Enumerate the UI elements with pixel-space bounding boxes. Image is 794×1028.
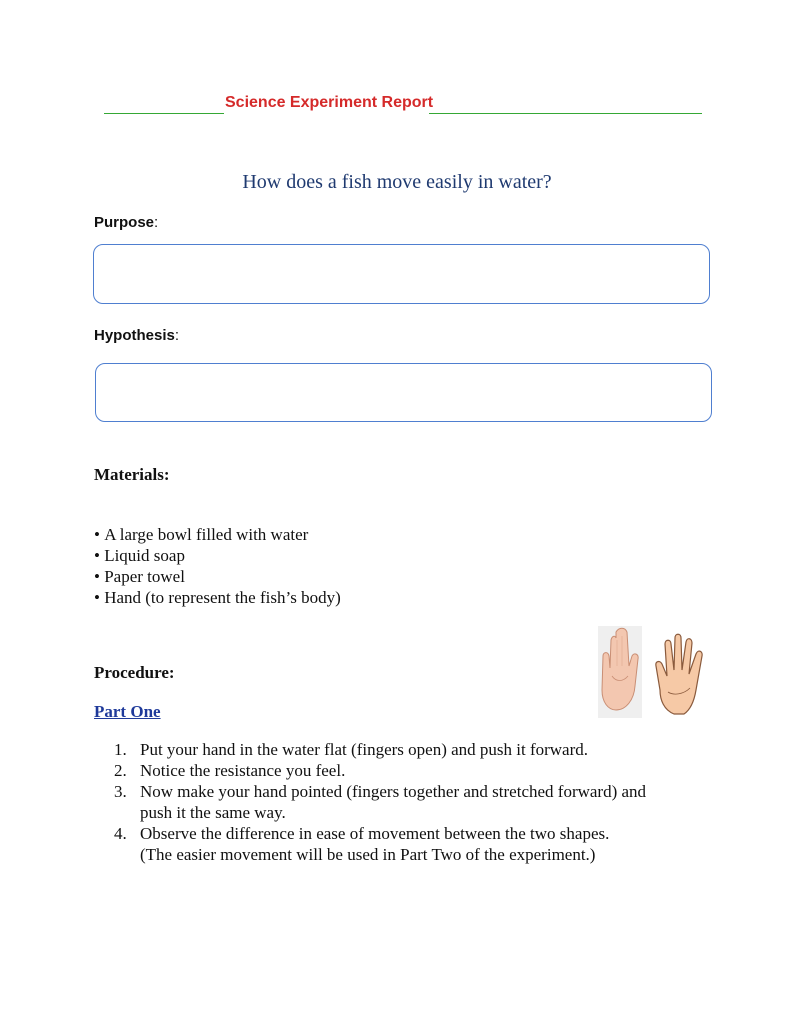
hypothesis-label-colon: : [174,327,180,344]
step-text: Observe the difference in ease of movement between the two shapes. [140,824,610,843]
experiment-question: How does a fish move easily in water? [242,171,552,193]
materials-list [94,524,341,608]
header-rule-left [104,113,224,114]
step-number: 2. [114,761,127,780]
procedure-step [114,739,714,760]
step-number: 4. [114,824,127,843]
list-item: • A large bowl filled with water [94,524,341,545]
step-text: Notice the resistance you feel. [140,761,346,780]
purpose-label-text: Purpose [94,214,155,231]
report-header [104,93,702,115]
hypothesis-label [94,327,179,344]
procedure-step [114,781,714,823]
report-title: Science Experiment Report [225,94,434,111]
procedure-label: Procedure: [94,663,175,682]
part-one-heading: Part One [94,702,161,721]
hands-illustration [598,626,712,718]
hypothesis-label-text: Hypothesis [94,327,175,344]
step-text-continued: push it the same way. [140,803,286,822]
purpose-label-colon: : [154,214,159,231]
step-number: 1. [114,740,127,759]
list-item: • Paper towel [94,566,341,587]
procedure-step [114,760,714,781]
procedure-steps [114,739,714,865]
header-rule-right [429,113,702,114]
step-text: Put your hand in the water flat (fingers open) and push it forward. [140,740,589,759]
materials-label: Materials: [94,465,170,484]
purpose-label [94,214,158,231]
step-number: 3. [114,782,127,801]
procedure-step [114,823,714,865]
purpose-answer-box[interactable] [93,244,710,304]
step-text-continued: (The easier movement will be used in Part Two of the experiment.) [140,845,596,864]
list-item: • Hand (to represent the fish’s body) [94,587,341,608]
step-text: Now make your hand pointed (fingers together and stretched forward) and [140,782,647,801]
hypothesis-answer-box[interactable] [95,363,712,422]
list-item: • Liquid soap [94,545,341,566]
open-hand-icon [656,634,702,714]
